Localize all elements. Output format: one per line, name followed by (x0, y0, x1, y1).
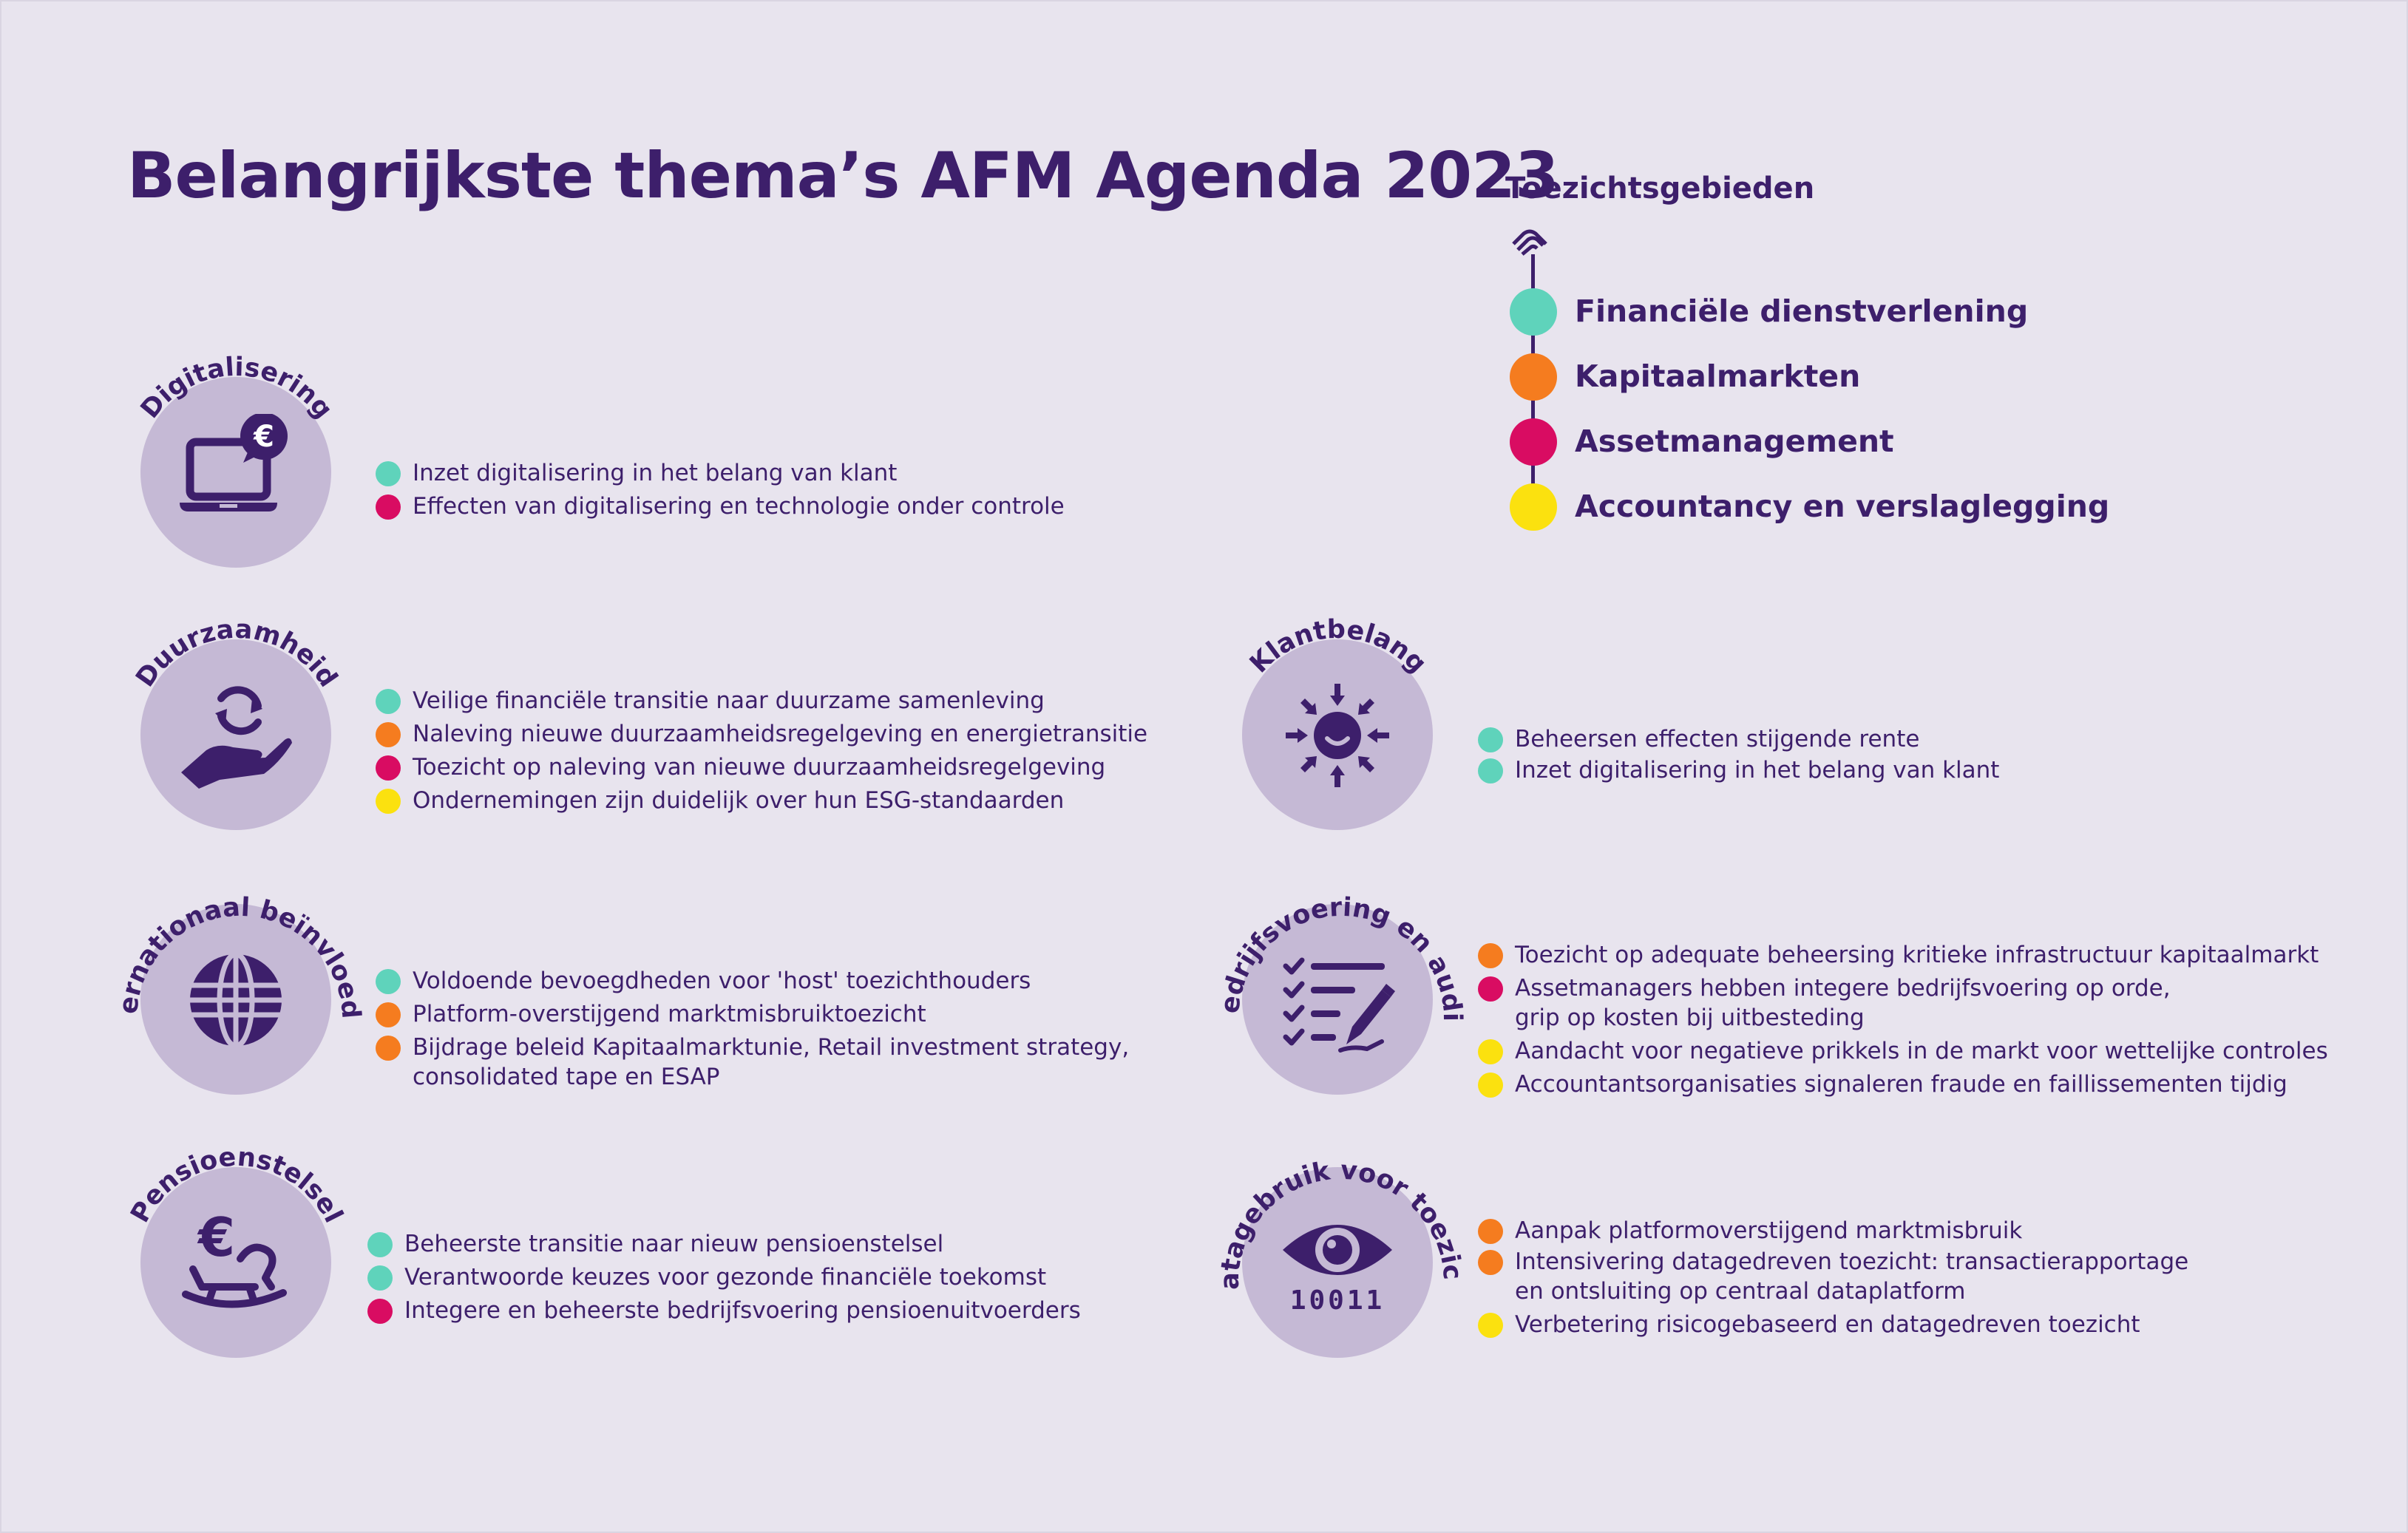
bullet-list-bedrijfsvoering (1478, 940, 2336, 1103)
theme-bedrijfsvoering-en-audit (1213, 859, 1468, 1126)
list-item: Toezicht op adequate beheersing kritieke infrastructuur kapitaalmarkt (1478, 940, 2336, 970)
area-dot (1478, 1219, 1503, 1244)
legend-dot (1510, 483, 1557, 531)
legend (1505, 169, 2319, 538)
binary-label: 10011 (1289, 1285, 1386, 1316)
area-dot (1478, 727, 1503, 752)
globe-icon (177, 941, 295, 1059)
legend-label: Financiële dienstverlening (1575, 293, 2029, 329)
theme-pensioenstelsel (122, 1142, 366, 1389)
svg-text:Internationaal beïnvloeden: Internationaal beïnvloeden (112, 859, 366, 1020)
area-dot (1478, 943, 1503, 968)
hand-recycle-icon (177, 676, 295, 795)
list-item: Intensivering datagedreven toezicht: transactierapportage en ontsluiting op centraal dataplatform (1478, 1247, 2291, 1306)
theme-digitalisering (122, 352, 366, 599)
svg-text:€: € (197, 1206, 236, 1268)
bullet-list-digitalisering (376, 458, 1189, 525)
svg-text:Pensioenstelsel: Pensioenstelsel (125, 1142, 348, 1228)
list-item: Beheerste transitie naar nieuw pensioenstelsel (367, 1229, 1181, 1259)
area-dot (376, 1002, 401, 1027)
list-item: Integere en beheerste bedrijfsvoering pensioenuitvoerders (367, 1296, 1181, 1325)
svg-text:Datagebruik voor toezicht: Datagebruik voor toezicht (1213, 1122, 1468, 1290)
theme-duurzaamheid (122, 614, 366, 861)
list-item: Toezicht op naleving van nieuwe duurzaamheidsregelgeving (376, 752, 1189, 782)
list-item: Veilige financiële transitie naar duurzame samenleving (376, 686, 1189, 715)
area-dot (376, 461, 401, 486)
list-item: Aandacht voor negatieve prikkels in de markt voor wettelijke controles (1478, 1036, 2336, 1066)
list-item: Effecten van digitalisering en technologie onder controle (376, 492, 1189, 521)
list-item: Ondernemingen zijn duidelijk over hun ESG-standaarden (376, 786, 1189, 815)
theme-internationaal-beinvloeden (112, 859, 366, 1126)
laptop-euro-icon (177, 414, 295, 532)
list-item: Aanpak platformoverstijgend marktmisbruik (1478, 1216, 2291, 1245)
area-dot (376, 755, 401, 781)
rocking-horse-euro-icon (177, 1204, 295, 1322)
area-dot (367, 1265, 393, 1291)
legend-title: Toezichtsgebieden (1505, 171, 1815, 205)
legend-label: Assetmanagement (1575, 424, 1894, 459)
theme-klantbelang (1224, 614, 1468, 861)
area-dot (376, 689, 401, 714)
afm-logo-icon (1507, 225, 1559, 266)
list-item: Inzet digitalisering in het belang van klant (376, 458, 1189, 488)
list-item: Verbetering risicogebaseerd en datagedreven toezicht (1478, 1310, 2291, 1339)
area-dot (1478, 1073, 1503, 1098)
page-title: Belangrijkste thema’s AFM Agenda 2023 (127, 139, 1559, 213)
list-item: Inzet digitalisering in het belang van klant (1478, 755, 2291, 785)
legend-dot (1510, 288, 1557, 336)
area-dot (376, 789, 401, 814)
bullet-list-duurzaamheid (376, 686, 1189, 819)
theme-datagebruik-voor-toezicht (1213, 1122, 1468, 1389)
area-dot (376, 494, 401, 520)
list-item: Verantwoorde keuzes voor gezonde financiële toekomst (367, 1262, 1181, 1292)
svg-text:Duurzaamheid: Duurzaamheid (130, 614, 343, 693)
svg-text:Bedrijfsvoering en audit: Bedrijfsvoering en audit (1213, 859, 1468, 1022)
list-item: Platform-overstijgend marktmisbruiktoezicht (376, 999, 1152, 1029)
bullet-list-pensioenstelsel (367, 1229, 1181, 1329)
area-dot (376, 969, 401, 994)
list-item: Accountantsorganisaties signaleren fraude en faillissementen tijdig (1478, 1070, 2336, 1099)
area-dot (367, 1299, 393, 1324)
list-item: Assetmanagers hebben integere bedrijfsvoering op orde, grip op kosten bij uitbesteding (1478, 973, 2336, 1033)
list-item: Beheersen effecten stijgende rente (1478, 724, 2291, 754)
area-dot (1478, 1313, 1503, 1338)
area-dot (1478, 1039, 1503, 1064)
svg-text:€: € (254, 420, 274, 454)
area-dot (1478, 1250, 1503, 1275)
legend-dot (1510, 418, 1557, 466)
bullet-list-klantbelang (1478, 724, 2291, 789)
area-dot (376, 722, 401, 747)
area-dot (1478, 758, 1503, 784)
list-item: Naleving nieuwe duurzaamheidsregelgeving en energietransitie (376, 719, 1189, 749)
legend-label: Accountancy en verslaglegging (1575, 489, 2110, 524)
area-dot (1478, 976, 1503, 1002)
smiley-arrows-icon (1278, 676, 1397, 795)
list-item: Voldoende bevoegdheden voor 'host' toezichthouders (376, 966, 1152, 996)
list-item: Bijdrage beleid Kapitaalmarktunie, Retail investment strategy, consolidated tape en ESAP (376, 1033, 1152, 1092)
legend-dot (1510, 353, 1557, 401)
svg-text:Klantbelang: Klantbelang (1244, 614, 1432, 679)
checklist-pen-icon (1278, 941, 1397, 1059)
legend-label: Kapitaalmarkten (1575, 358, 1861, 394)
bullet-list-datagebruik (1478, 1216, 2291, 1343)
bullet-list-internationaal (376, 966, 1152, 1095)
area-dot (376, 1036, 401, 1061)
svg-text:Digitalisering: Digitalisering (135, 352, 339, 424)
area-dot (367, 1232, 393, 1257)
eye-binary-icon (1278, 1204, 1397, 1322)
